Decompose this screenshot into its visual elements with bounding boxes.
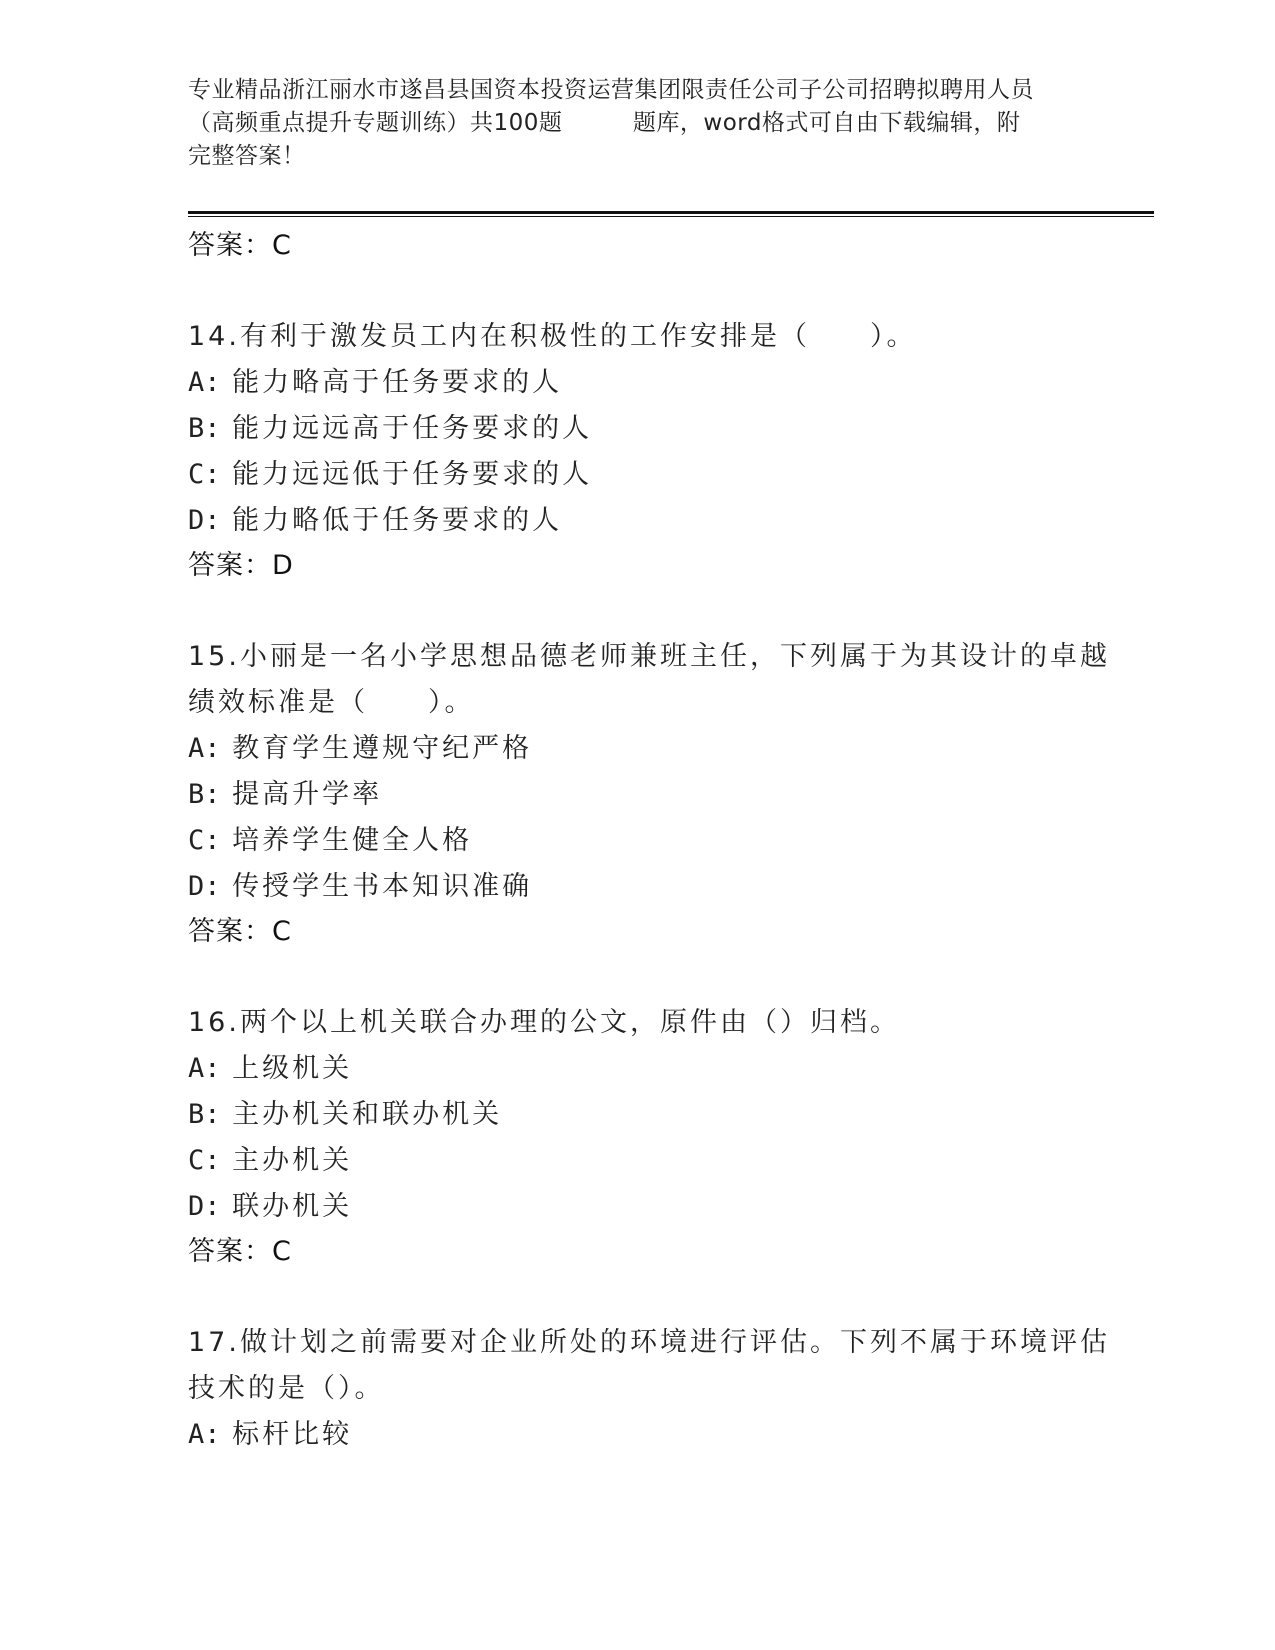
option-c (188, 818, 1108, 864)
option-key: A: (188, 367, 221, 398)
option-text: 主办机关 (232, 1145, 353, 1176)
option-text: 培养学生健全人格 (232, 825, 473, 856)
header-divider-thin (188, 216, 1154, 217)
question-stem (188, 1320, 1108, 1412)
question-stem (188, 1000, 1108, 1046)
option-a (188, 1412, 1108, 1458)
option-b (188, 772, 1108, 818)
option-text: 上级机关 (232, 1053, 353, 1084)
option-key: C: (188, 1145, 221, 1176)
option-b (188, 1092, 1108, 1138)
option-text: 联办机关 (232, 1191, 353, 1222)
option-key: D: (188, 505, 221, 536)
question-stem (188, 314, 1108, 360)
option-text: 能力远远高于任务要求的人 (232, 413, 593, 444)
question-16 (188, 1000, 1108, 1274)
answer-line: 答案：D (188, 550, 294, 581)
question-stem-line: 15.小丽是一名小学思想品德老师兼班主任，下列属于为其设计的卓越 (188, 641, 1110, 672)
option-text: 能力略高于任务要求的人 (232, 367, 563, 398)
option-key: B: (188, 413, 221, 444)
question-stem-line: 16.两个以上机关联合办理的公文，原件由（）归档。 (188, 1007, 900, 1038)
option-key: A: (188, 1419, 221, 1450)
question-stem-line: 14.有利于激发员工内在积极性的工作安排是（ ）。 (188, 321, 917, 352)
document-header (188, 74, 1088, 173)
question-stem (188, 634, 1108, 726)
question-stem-line: 绩效标准是（ ）。 (188, 687, 475, 718)
question-list (188, 224, 1108, 1458)
question-15 (188, 634, 1108, 954)
question-17 (188, 1320, 1108, 1458)
option-key: C: (188, 459, 221, 490)
option-key: A: (188, 1053, 221, 1084)
question-14 (188, 314, 1108, 588)
answer-line: 答案：C (188, 916, 292, 947)
option-key: B: (188, 779, 221, 810)
option-key: D: (188, 871, 221, 902)
option-key: C: (188, 825, 221, 856)
option-text: 提高升学率 (232, 779, 383, 810)
option-text: 主办机关和联办机关 (232, 1099, 503, 1130)
option-c (188, 1138, 1108, 1184)
option-key: B: (188, 1099, 221, 1130)
option-key: D: (188, 1191, 221, 1222)
option-text: 标杆比较 (232, 1419, 353, 1450)
option-text: 能力远远低于任务要求的人 (232, 459, 593, 490)
question-stem-line: 17.做计划之前需要对企业所处的环境进行评估。下列不属于环境评估 (188, 1327, 1110, 1358)
option-d (188, 864, 1108, 910)
option-a (188, 1046, 1108, 1092)
option-text: 能力略低于任务要求的人 (232, 505, 563, 536)
header-divider-thick (188, 211, 1154, 214)
option-text: 教育学生遵规守纪严格 (232, 733, 533, 764)
option-key: A: (188, 733, 221, 764)
answer-line: 答案：C (188, 230, 292, 261)
option-a (188, 360, 1108, 406)
option-a (188, 726, 1108, 772)
header-line-2: （高频重点提升专题训练）共100题 题库，word格式可自由下载编辑，附 (188, 110, 1021, 136)
option-text: 传授学生书本知识准确 (232, 871, 533, 902)
option-b (188, 406, 1108, 452)
option-d (188, 498, 1108, 544)
answer-line: 答案：C (188, 1236, 292, 1267)
header-line-3: 完整答案！ (188, 143, 306, 169)
option-c (188, 452, 1108, 498)
header-line-1: 专业精品浙江丽水市遂昌县国资本投资运营集团限责任公司子公司招聘拟聘用人员 (188, 77, 1034, 103)
question-stem-line: 技术的是（）。 (188, 1373, 385, 1404)
option-d (188, 1184, 1108, 1230)
